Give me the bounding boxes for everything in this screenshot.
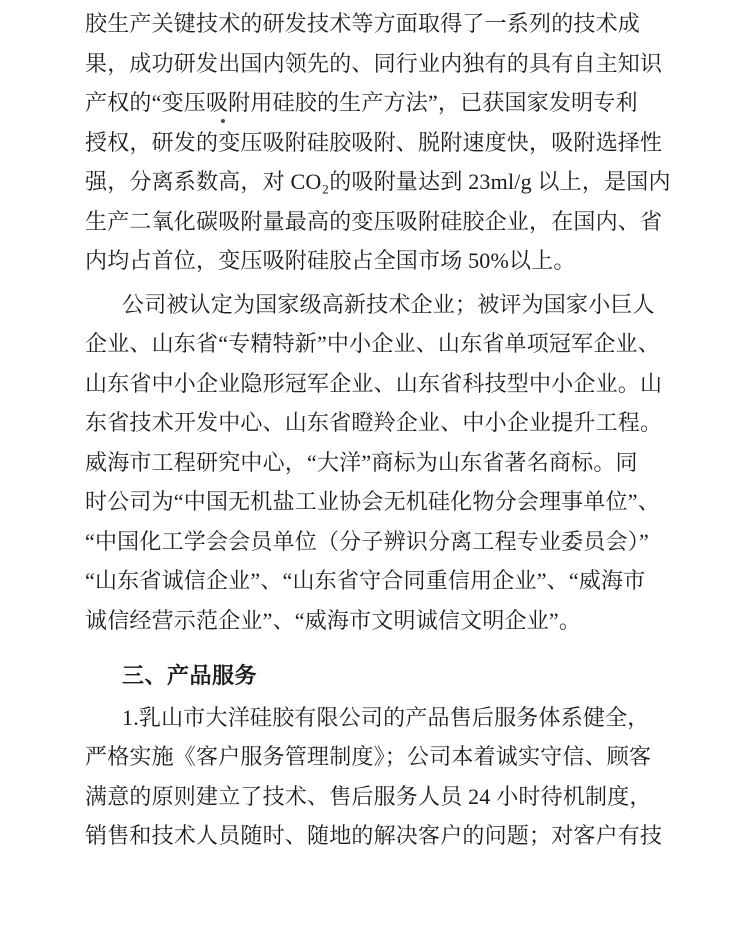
paragraph-company-honors <box>85 285 695 641</box>
text-line: 胶生产关键技术的研发技术等方面取得了一系列的技术成 <box>85 11 641 36</box>
text-line: 内均占首位，变压吸附硅胶占全国市场 50%以上。 <box>85 248 576 273</box>
text-line: 生产二氧化碳吸附量最高的变压吸附硅胶企业，在国内、省 <box>85 208 663 234</box>
text-line: 企业、山东省“专精特新”中小企业、山东省单项冠军企业、 <box>85 331 660 356</box>
text-line: 满意的原则建立了技术、售后服务人员 24 小时待机制度， <box>85 783 652 809</box>
text-line: 时公司为“中国无机盐工业协会无机硅化物分会理事单位”、 <box>85 489 660 514</box>
text-line: 果，成功研发出国内领先的、同行业内独有的具有自主知识 <box>85 50 663 76</box>
text-line: 东省技术开发中心、山东省瞪羚企业、中小企业提升工程。 <box>85 410 663 435</box>
paragraph-after-sales-service <box>85 698 695 856</box>
text-line: 销售和技术人员随时、随地的解决客户的问题；对客户有技 <box>85 823 663 848</box>
text-line: 严格实施《客户服务管理制度》；公司本着诚实守信、顾客 <box>85 744 652 769</box>
document-text-block <box>85 0 695 856</box>
text-line: 山东省中小企业隐形冠军企业、山东省科技型中小企业。山 <box>85 370 663 396</box>
section-heading-product-services: 三、产品服务 <box>122 663 258 688</box>
paragraph-technology-achievements <box>85 4 695 281</box>
text-line: 产权的“变压吸附用硅胶的生产方法”，已获国家发明专利 <box>85 90 638 115</box>
text-line: “山东省诚信企业”、“山东省守合同重信用企业”、“威海市 <box>85 568 646 593</box>
text-line: “中国化工学会会员单位（分子辨识分离工程专业委员会）” <box>85 528 649 554</box>
text-line: 强，分离系数高，对 CO₂的吸附量达到 23ml/g 以上，是国内 <box>85 169 671 194</box>
text-line: 公司被认定为国家级高新技术企业；被评为国家小巨人 <box>122 291 655 317</box>
text-line: 1.乳山市大洋硅胶有限公司的产品售后服务体系健全， <box>122 704 650 730</box>
text-line: 授权，研发的变压吸附硅胶吸附、脱附速度快，吸附选择性 <box>85 129 663 155</box>
text-line: 诚信经营示范企业”、“威海市文明诚信文明企业”。 <box>85 607 582 633</box>
text-line: 威海市工程研究中心，“大洋”商标为山东省著名商标。同 <box>85 449 638 475</box>
